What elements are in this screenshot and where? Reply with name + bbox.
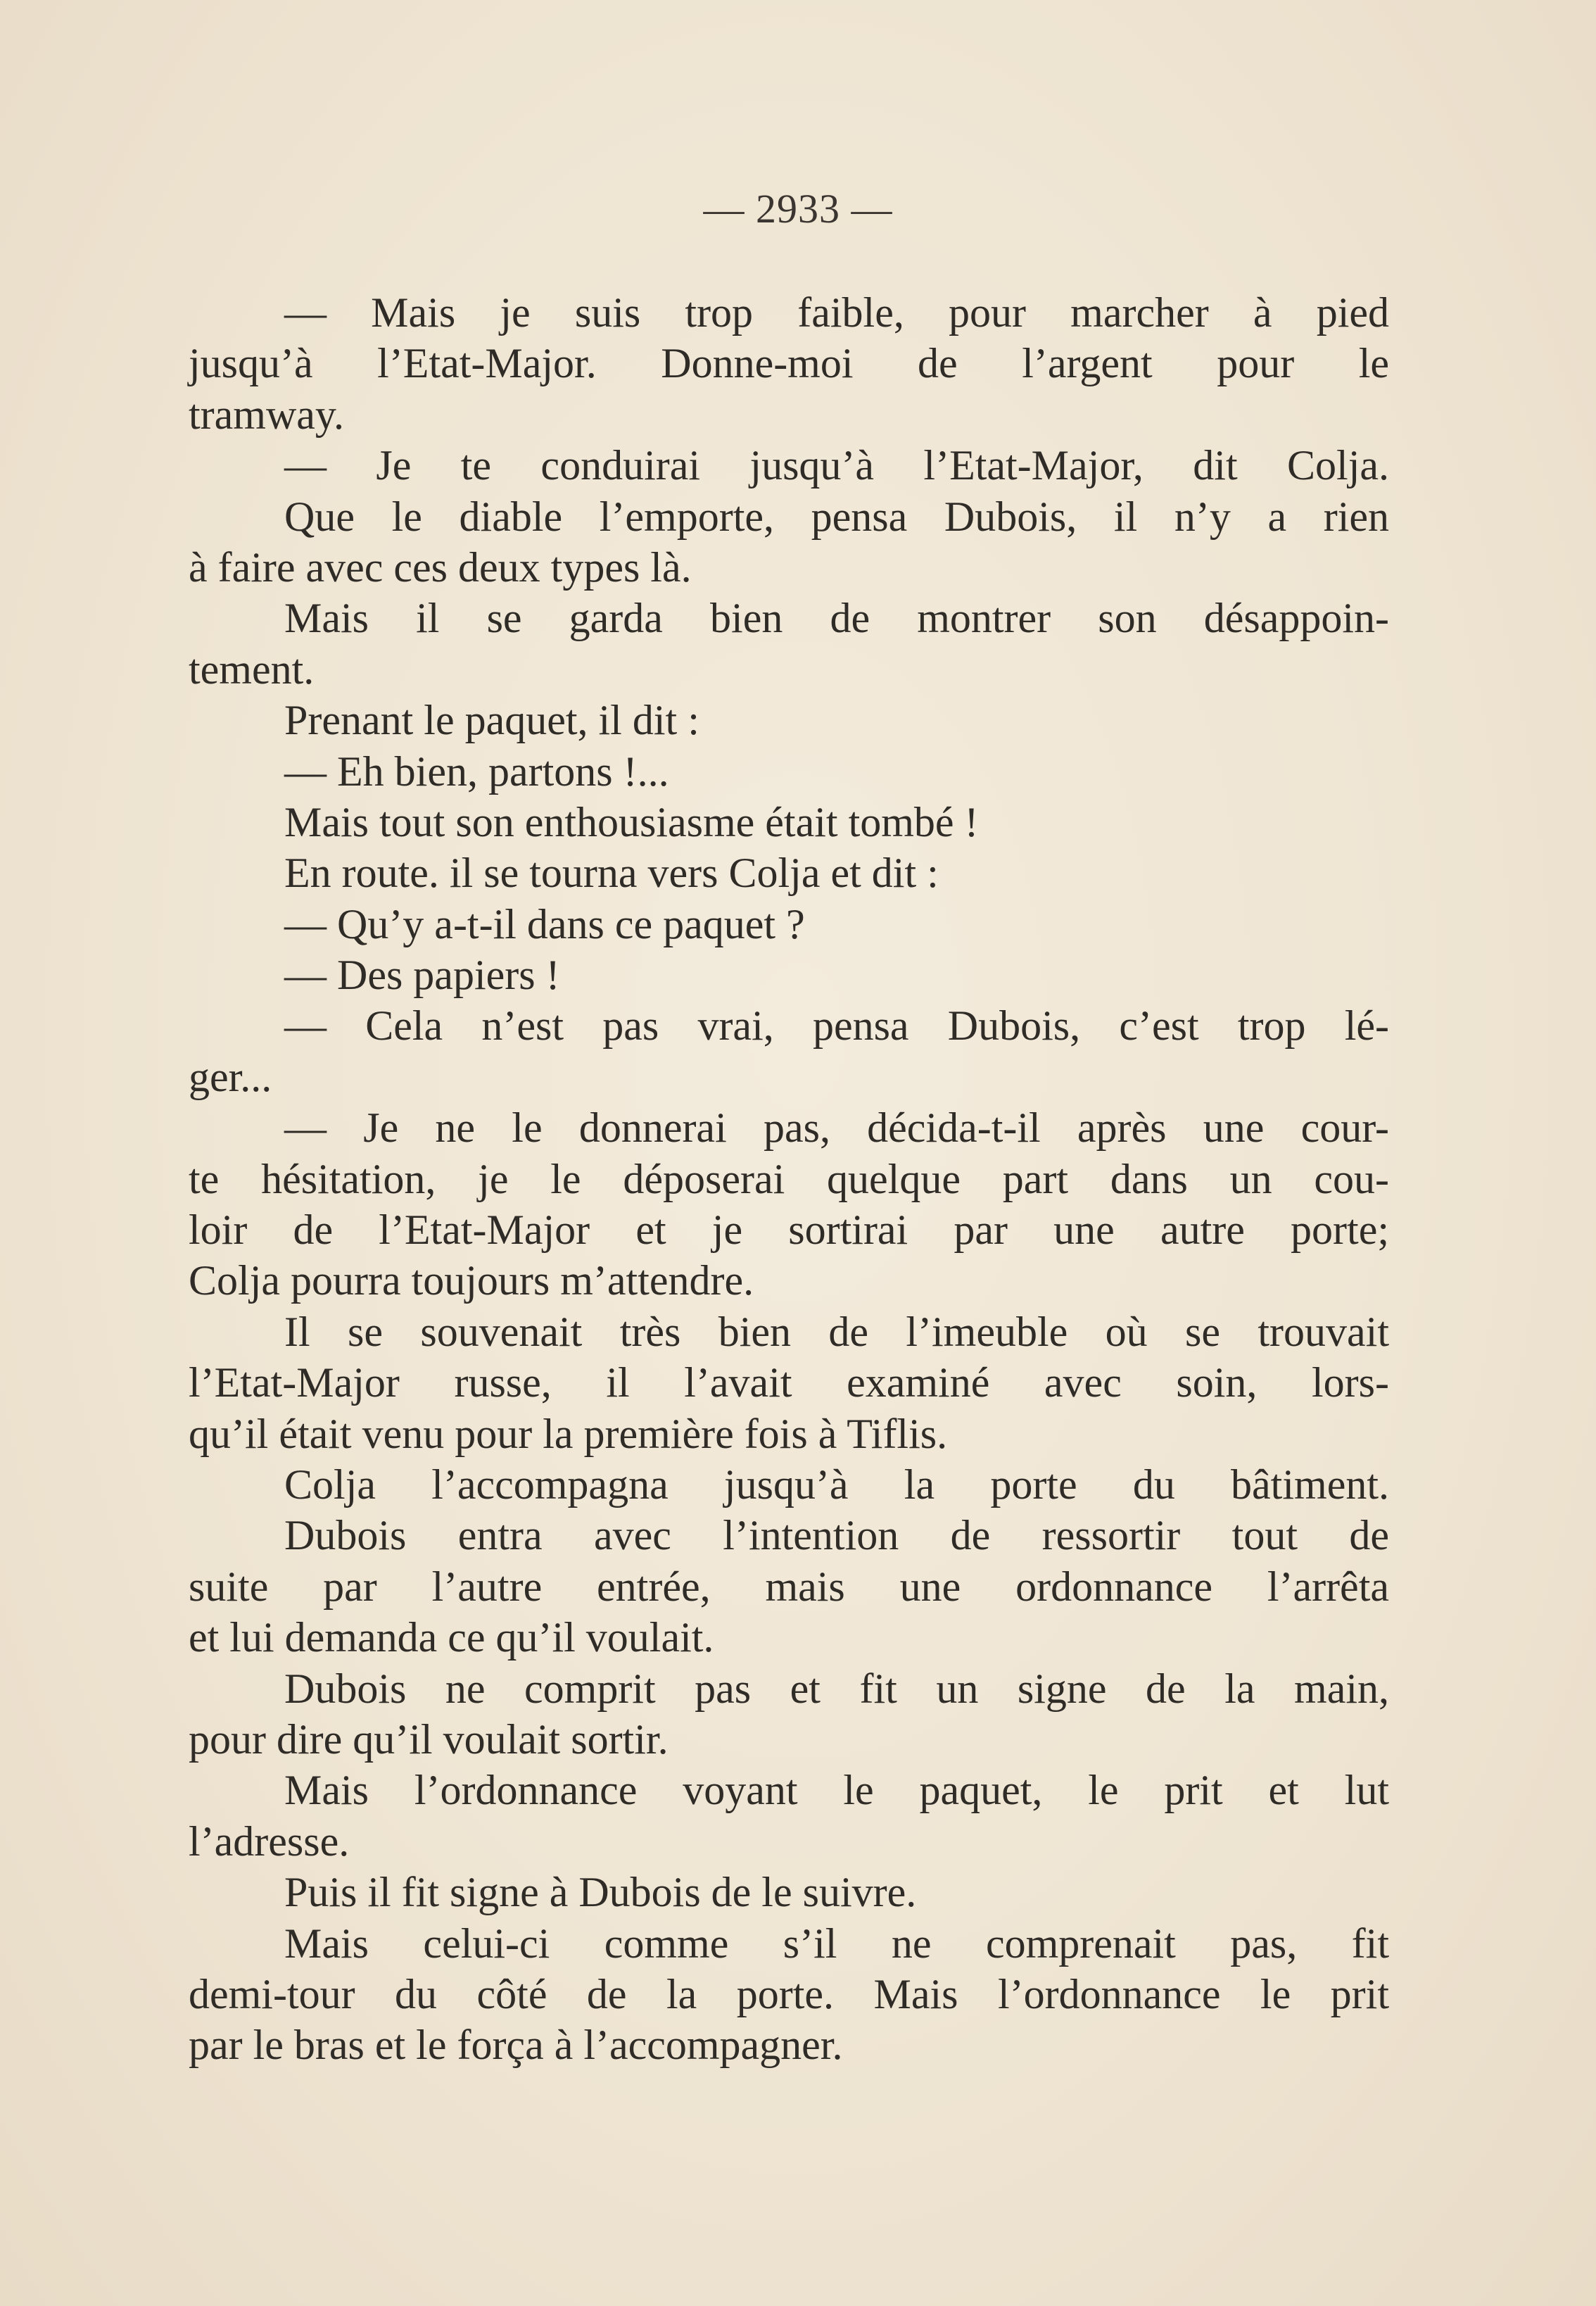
text-line: qu’il était venu pour la première fois à Tiflis. xyxy=(189,1410,948,1457)
body-text xyxy=(189,287,1389,2071)
text-line: — Qu’y a-t-il dans ce paquet ? xyxy=(284,900,805,947)
page-number: — 2933 — xyxy=(703,186,893,232)
text-line: tramway. xyxy=(189,391,345,438)
text-line: par le bras et le força à l’accompagner. xyxy=(189,2022,843,2069)
text-line: — Cela n’est pas vrai, pensa Dubois, c’est trop lé- xyxy=(284,1002,1389,1050)
text-line: — Eh bien, partons !... xyxy=(284,748,669,795)
text-line: Que le diable l’emporte, pensa Dubois, il n’y a rien xyxy=(284,493,1389,540)
text-line: ger... xyxy=(189,1053,272,1100)
text-line: Dubois ne comprit pas et fit un signe de la main, xyxy=(284,1665,1389,1712)
text-line: — Je te conduirai jusqu’à l’Etat-Major, dit Colja. xyxy=(284,442,1389,489)
text-line: loir de l’Etat-Major et je sortirai par une autre porte; xyxy=(189,1206,1389,1254)
text-line: l’adresse. xyxy=(189,1817,350,1865)
text-line: — Je ne le donnerai pas, décida-t-il après une cour- xyxy=(284,1104,1389,1152)
text-line: te hésitation, je le déposerai quelque part dans un cou- xyxy=(189,1155,1389,1202)
text-line: Puis il fit signe à Dubois de le suivre. xyxy=(284,1869,917,1916)
text-line: Colja l’accompagna jusqu’à la porte du bâtiment. xyxy=(284,1461,1389,1508)
text-line: demi-tour du côté de la porte. Mais l’ordonnance le prit xyxy=(189,1970,1389,2017)
text-line: suite par l’autre entrée, mais une ordonnance l’arrêta xyxy=(189,1563,1389,1610)
text-line: Il se souvenait très bien de l’imeuble où se trouvait xyxy=(284,1308,1389,1355)
text-line: — Mais je suis trop faible, pour marcher à pied xyxy=(284,289,1389,336)
text-line: l’Etat-Major russe, il l’avait examiné avec soin, lors- xyxy=(189,1359,1389,1406)
text-line: pour dire qu’il voulait sortir. xyxy=(189,1715,669,1763)
text-line: Prenant le paquet, il dit : xyxy=(284,697,699,744)
text-line: jusqu’à l’Etat-Major. Donne-moi de l’argent pour le xyxy=(189,340,1389,387)
text-line: Mais il se garda bien de montrer son désappoin- xyxy=(284,595,1389,642)
text-line: Dubois entra avec l’intention de ressortir tout de xyxy=(284,1512,1389,1559)
text-line: Mais tout son enthousiasme était tombé ! xyxy=(284,798,979,845)
text-line: Mais l’ordonnance voyant le paquet, le prit et lut xyxy=(284,1767,1389,1814)
text-line: tement. xyxy=(189,645,315,693)
text-line: Mais celui-ci comme s’il ne comprenait pas, fit xyxy=(284,1920,1389,1967)
text-line: En route. il se tourna vers Colja et dit : xyxy=(284,850,939,897)
text-line: à faire avec ces deux types là. xyxy=(189,543,692,591)
text-line: Colja pourra toujours m’attendre. xyxy=(189,1257,754,1304)
text-line: et lui demanda ce qu’il voulait. xyxy=(189,1614,714,1661)
text-line: — Des papiers ! xyxy=(284,952,560,999)
